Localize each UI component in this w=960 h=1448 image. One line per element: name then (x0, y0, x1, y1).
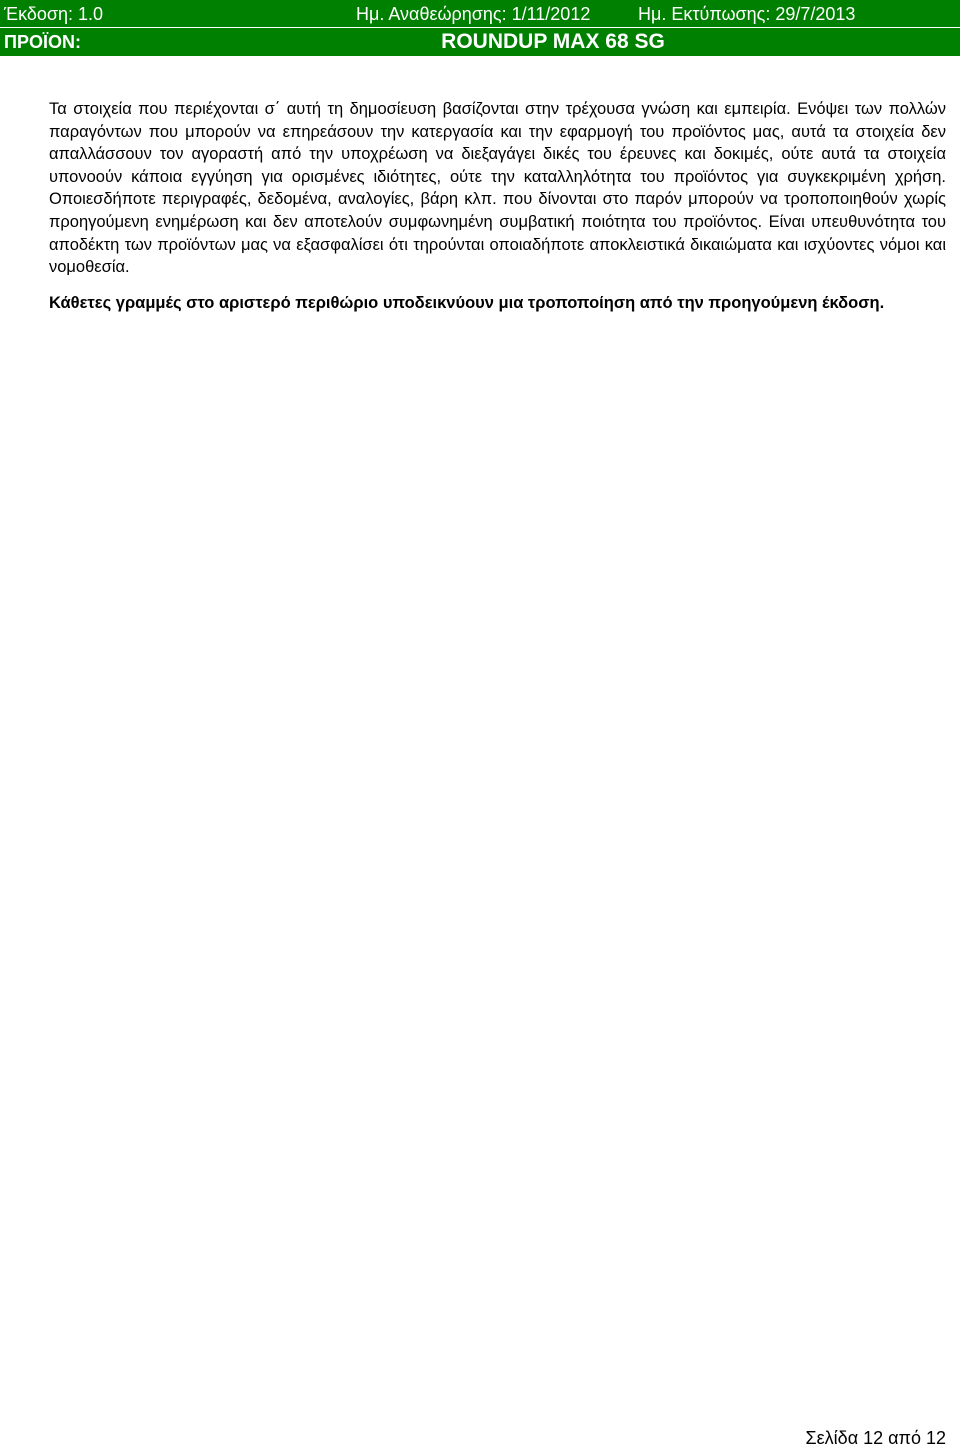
product-label: ΠΡΟΪΟΝ: (4, 32, 82, 52)
disclaimer-paragraph: Τα στοιχεία που περιέχονται σ΄ αυτή τη δημοσίευση βασίζονται στην τρέχουσα γνώση και εμπειρία. Ενόψει των πολλών παραγόντων που μπορούν να επηρεάσουν την κατεργασία και την εφαρμογή του προϊόντος μας, αυτά τα στοιχεία δεν απαλλάσσουν τον αγοραστή από την υποχρέωση να διεξαγάγει δικές του έρευνες και δοκιμές, ούτε αυτά τα στοιχεία υπονοούν κάποια εγγύηση για ορισμένες ιδιότητες, ούτε την καταλληλότητα του προϊόντος για συγκεκριμένη χρήση. Οποιεσδήποτε περιγραφές, δεδομένα, αναλογίες, βάρη κλπ. που δίνονται στο παρόν μπορούν να τροποποιηθούν χωρίς προηγούμενη ενημέρωση και δεν αποτελούν συμφωνημένη συμβατική ποιότητα του προϊόντος. Είναι υπευθυνότητα του αποδέκτη των προϊόντων μας να εξασφαλίσει ότι τηρούνται οποιαδήποτε αποκλειστικά δικαιώματα και ισχύοντες νόμοι και νομοθεσία. (49, 100, 946, 277)
page-number: Σελίδα 12 από 12 (805, 1428, 946, 1448)
revision-note-paragraph: Κάθετες γραμμές στο αριστερό περιθώριο υποδεικνύουν μια τροποποίηση από την προηγούμενη έκδοση. (49, 293, 885, 312)
print-date-label: Ημ. Εκτύπωσης: 29/7/2013 (638, 4, 856, 24)
product-name: ROUNDUP MAX 68 SG (441, 30, 665, 53)
header-product-row (0, 28, 960, 56)
revision-date-label: Ημ. Αναθεώρησης: 1/11/2012 (356, 4, 591, 24)
version-label: Έκδοση: 1.0 (4, 4, 104, 24)
header-info-row (0, 0, 960, 28)
document-header (0, 0, 960, 56)
document-body (49, 98, 946, 314)
